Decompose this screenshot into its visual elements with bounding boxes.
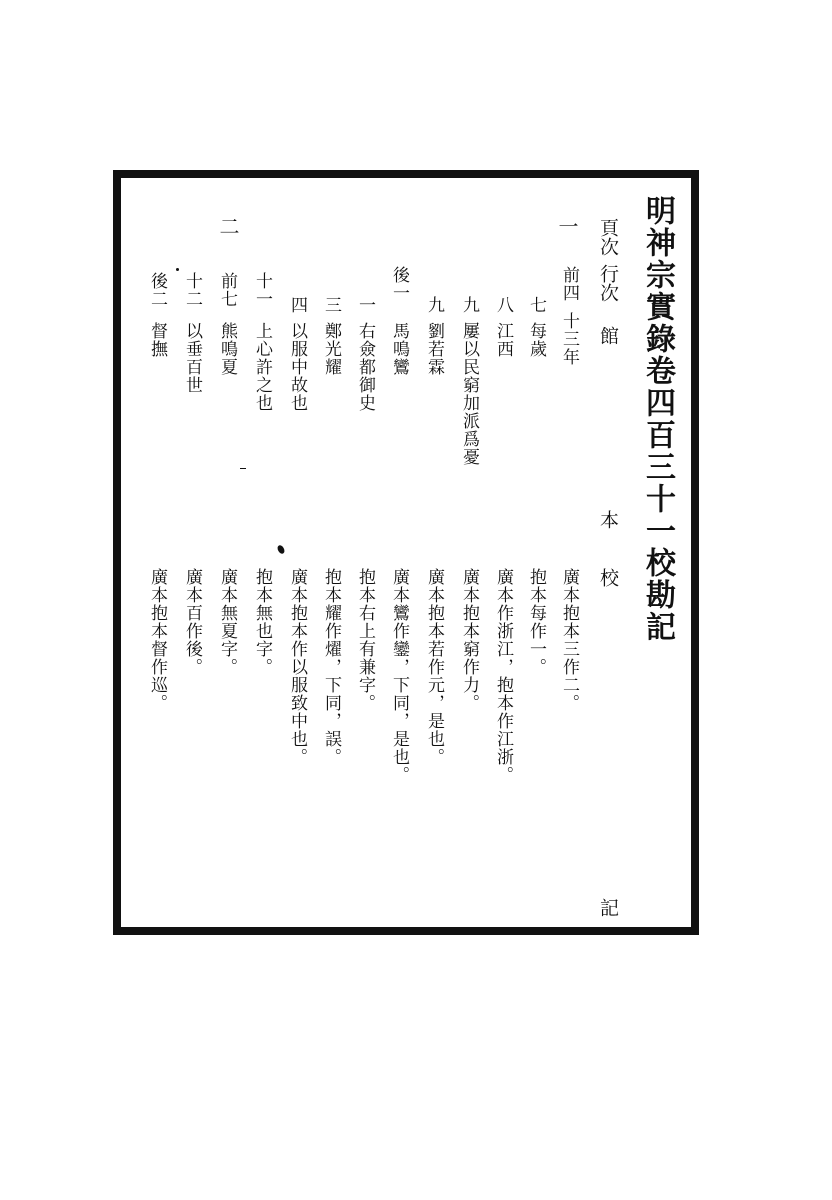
entry-note: 廣本抱本若作元，是也。 <box>424 568 444 766</box>
header-guan: 館 <box>597 326 619 345</box>
entry-line: 以服中故也 <box>287 322 307 412</box>
entry-page: 一 <box>355 296 375 314</box>
entry-page: 前四 <box>559 266 579 302</box>
entry-note: 抱本右上有兼字。 <box>355 568 375 712</box>
entry-line: 鄭光耀 <box>321 322 341 376</box>
entry-page: 後二 <box>147 272 167 308</box>
entry-note: 廣本鸞作鑾，下同，是也。 <box>389 568 409 784</box>
entry-page: 七 <box>526 296 546 314</box>
entry-note: 廣本無夏字。 <box>217 568 237 676</box>
header-ben: 本 <box>597 510 619 529</box>
entry-line: 督撫 <box>147 322 167 358</box>
entry-note: 廣本抱本窮作力。 <box>459 568 479 712</box>
ink-speck <box>176 268 179 271</box>
page-title: 明神宗實錄卷四百三十一校勘記 <box>640 195 675 643</box>
section-two: 二 <box>216 216 240 236</box>
entry-line: 馬鳴鸞 <box>389 322 409 376</box>
header-page: 頁次 <box>597 218 619 256</box>
header-jiao: 校 <box>597 568 619 587</box>
section-one: 一 <box>555 216 579 236</box>
entry-page: 九 <box>424 296 444 314</box>
entry-line: 上心許之也 <box>252 322 272 412</box>
entry-line: 以垂百世 <box>182 322 202 394</box>
entry-page: 四 <box>287 296 307 314</box>
entry-page: 三 <box>321 296 341 314</box>
entry-note: 抱本每作一。 <box>526 568 546 676</box>
entry-note: 廣本作浙江，抱本作江浙。 <box>493 568 513 784</box>
entry-line: 江西 <box>493 322 513 358</box>
ink-speck <box>240 468 246 469</box>
entry-line: 每歲 <box>526 322 546 358</box>
entry-line: 劉若霖 <box>424 322 444 376</box>
header-ji: 記 <box>597 898 619 917</box>
entry-note: 廣本百作後。 <box>182 568 202 676</box>
entry-page: 十一 <box>252 272 272 308</box>
entry-page: 前七 <box>217 272 237 308</box>
entry-page: 八 <box>493 296 513 314</box>
entry-line: 十三年 <box>559 312 579 366</box>
entry-page: 九 <box>459 296 479 314</box>
header-page-line <box>598 218 617 302</box>
entry-note: 廣本抱本督作巡。 <box>147 568 167 712</box>
entry-note: 廣本抱本三作二。 <box>559 568 579 712</box>
entry-page: 十二 <box>182 272 202 308</box>
entry-note: 廣本抱本作以服致中也。 <box>287 568 307 766</box>
entry-line: 屢以民窮加派爲憂 <box>459 322 479 466</box>
header-line: 行次 <box>597 264 619 302</box>
entry-line: 右僉都御史 <box>355 322 375 412</box>
entry-note: 抱本耀作燿，下同，誤。 <box>321 568 341 766</box>
entry-note: 抱本無也字。 <box>252 568 272 676</box>
entry-page: 後一 <box>389 266 409 302</box>
entry-line: 熊鳴夏 <box>217 322 237 376</box>
